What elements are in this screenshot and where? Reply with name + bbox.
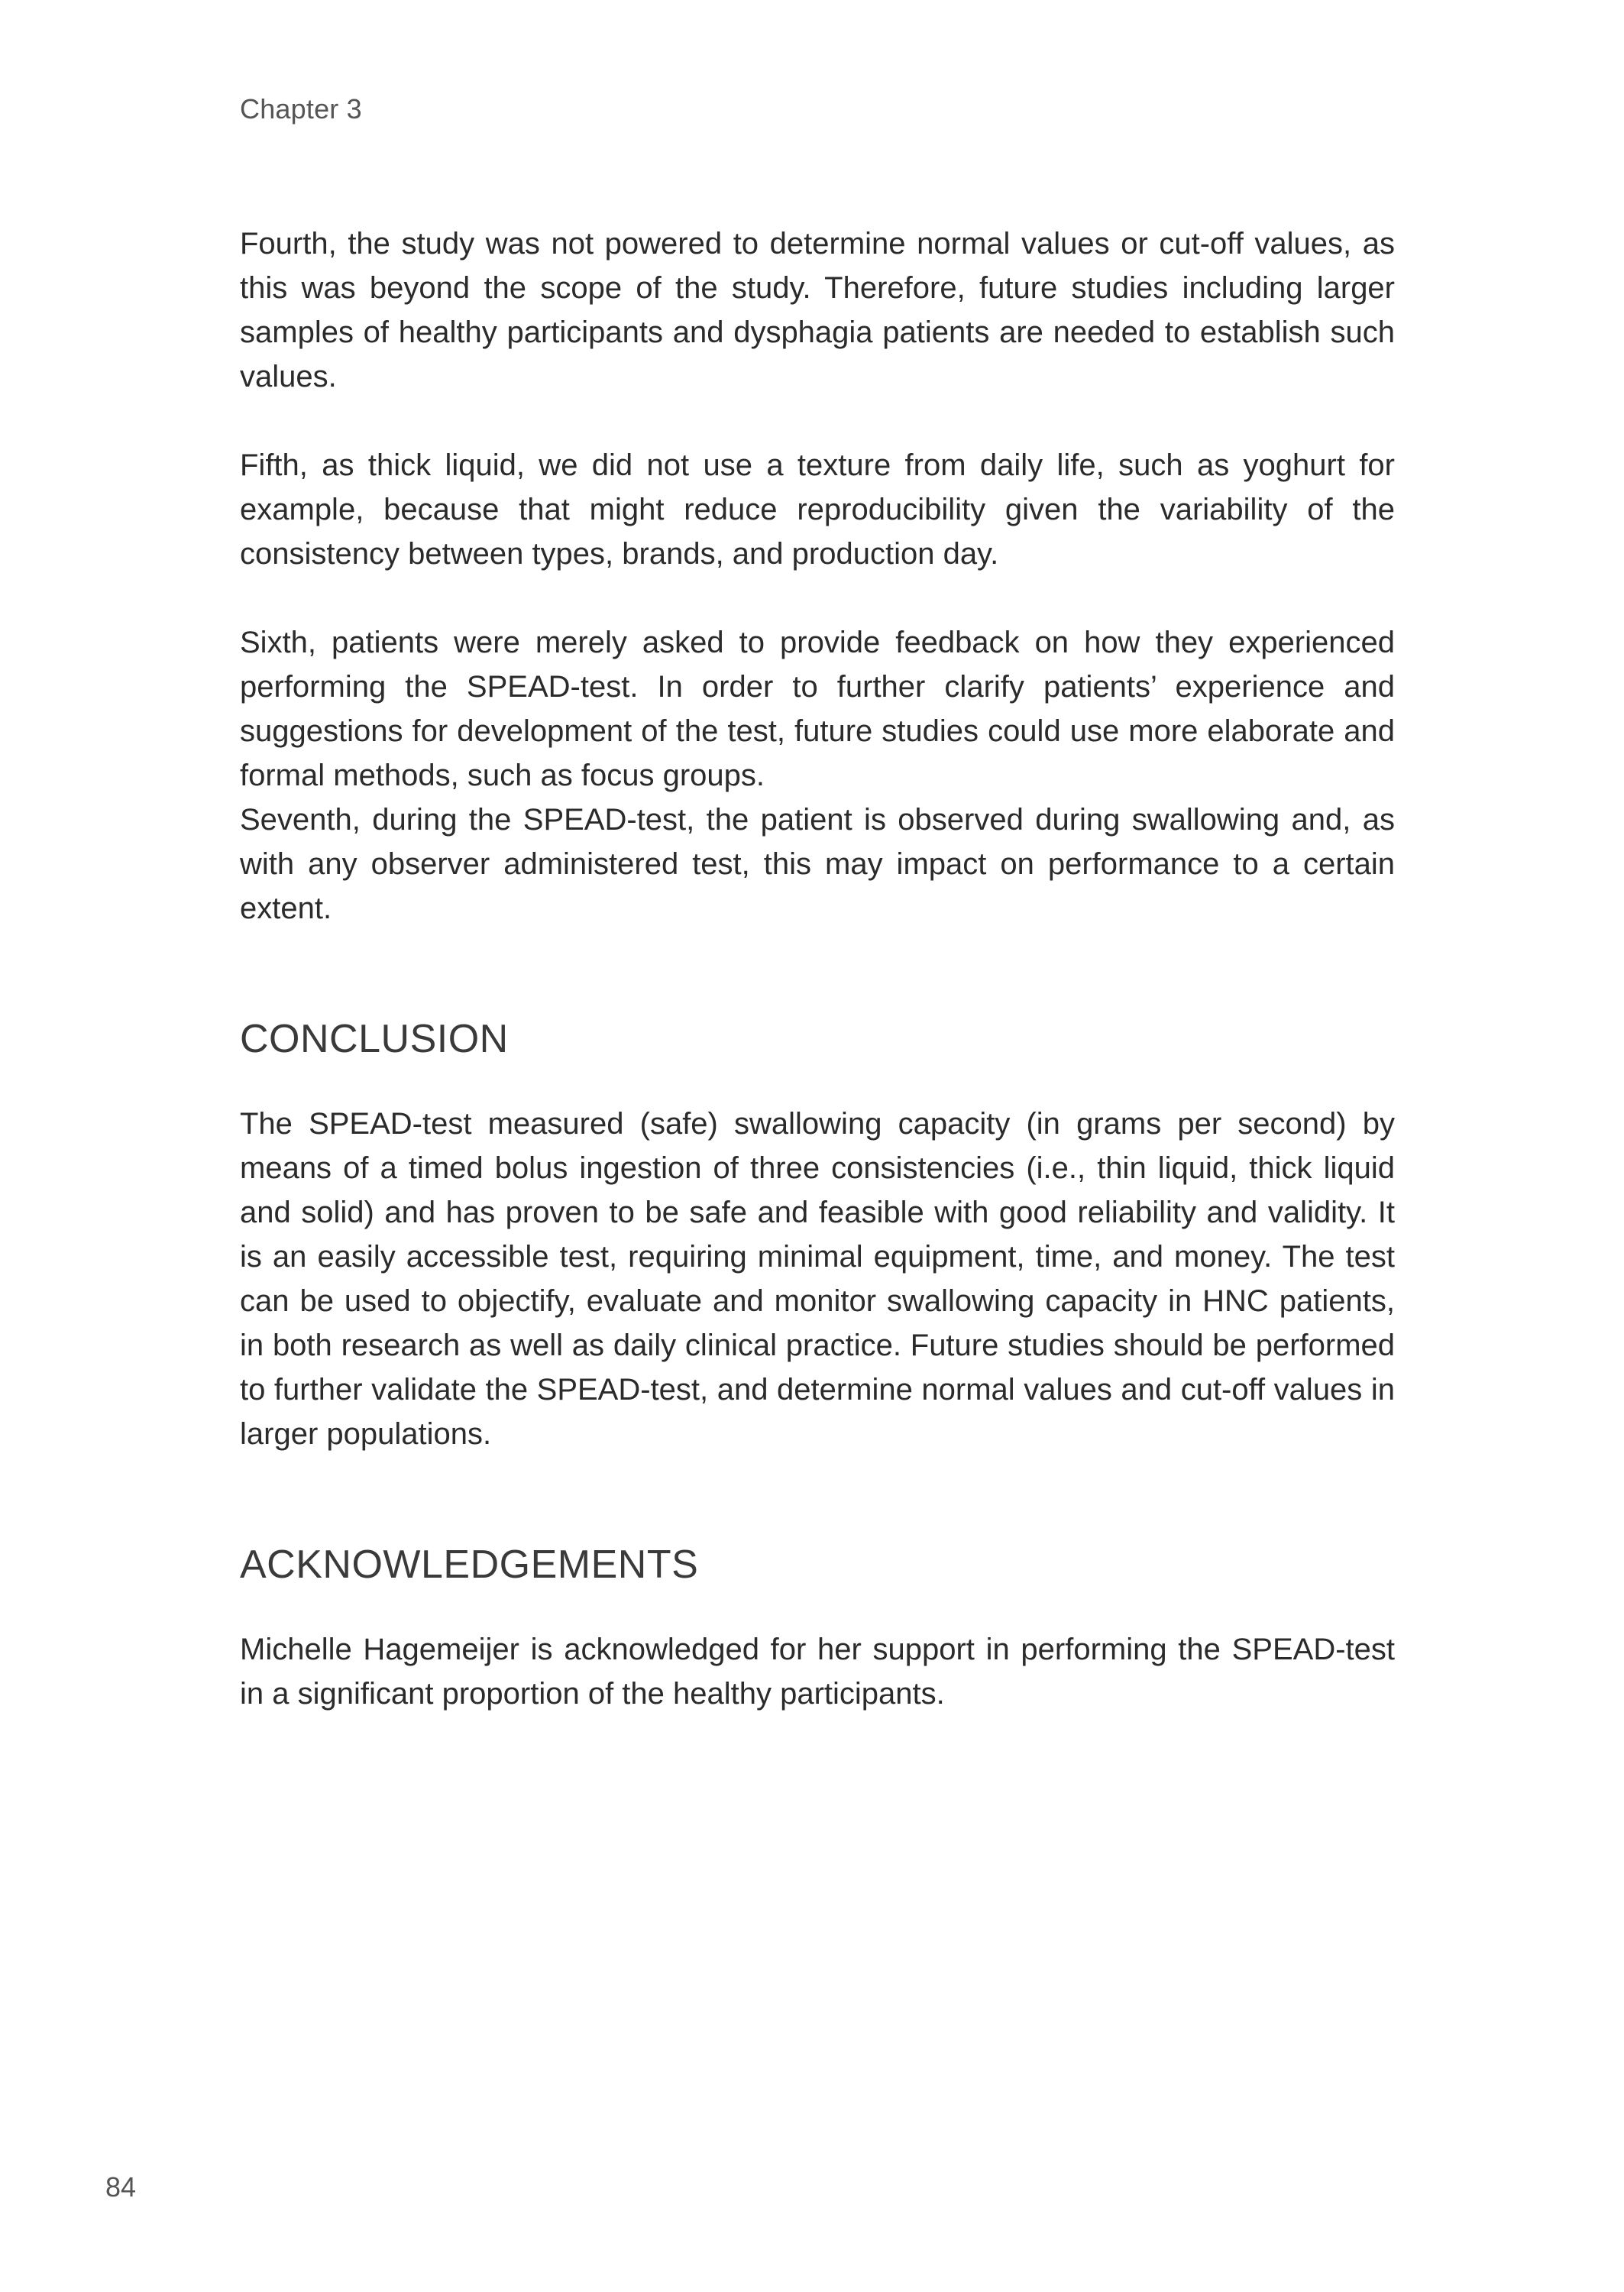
page-body xyxy=(240,222,1395,1716)
section-heading-conclusion: CONCLUSION xyxy=(240,1017,509,1061)
running-header-chapter: Chapter 3 xyxy=(240,93,362,125)
paragraph-acknowledgements: Michelle Hagemeijer is acknowledged for her support in performing the SPEAD-test in a significant proportion of the healthy participants. xyxy=(240,1633,1395,1711)
paragraph-fifth-limitation: Fifth, as thick liquid, we did not use a texture from daily life, such as yoghurt for example, because that might reduce reproducibility given the variability of the consistency between types, brands, and production day. xyxy=(240,448,1395,571)
section-heading-acknowledgements: ACKNOWLEDGEMENTS xyxy=(240,1543,699,1587)
paragraph-conclusion: The SPEAD-test measured (safe) swallowing capacity (in grams per second) by means of a timed bolus ingestion of three consistencies (i.e., thin liquid, thick liquid and solid) and has proven to be safe and feasible with good reliability and validity. It is an easily accessible test, requiring minimal equipment, time, and money. The test can be used to objectify, evaluate and monitor swallowing capacity in HNC patients, in both research as well as daily clinical practice. Future studies should be performed to further validate the SPEAD-test, and determine normal values and cut-off values in larger populations. xyxy=(240,1107,1395,1451)
paragraph-fourth-limitation: Fourth, the study was not powered to determine normal values or cut-off values, as this was beyond the scope of the study. Therefore, future studies including larger samples of healthy participants and dysphagia patients are needed to establish such values. xyxy=(240,227,1395,393)
page-number: 84 xyxy=(105,2171,137,2203)
paragraph-sixth-limitation: Sixth, patients were merely asked to provide feedback on how they experienced performing the SPEAD-test. In order to further clarify patients’ experience and suggestions for development of the test, future studies could use more elaborate and formal methods, such as focus groups. xyxy=(240,626,1395,792)
paragraph-seventh-limitation: Seventh, during the SPEAD-test, the patient is observed during swallowing and, as with any observer administered test, this may impact on performance to a certain extent. xyxy=(240,803,1395,925)
